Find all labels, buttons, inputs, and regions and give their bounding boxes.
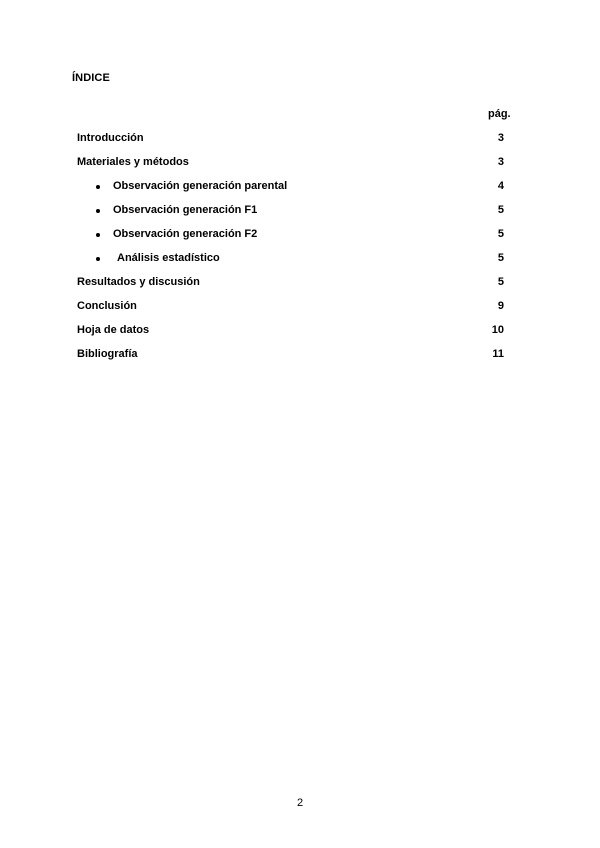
toc-subentry-f2[interactable] [0, 228, 600, 244]
toc-entry-label: Observación generación F2 [113, 228, 258, 240]
toc-entry-materiales[interactable] [0, 156, 600, 172]
bullet-icon [96, 185, 100, 189]
toc-entry-page: 5 [497, 204, 504, 216]
toc-entry-label: Resultados y discusión [77, 276, 200, 288]
toc-entry-bibliografia[interactable] [0, 348, 600, 364]
toc-entry-conclusion[interactable] [0, 300, 600, 316]
toc-entry-label: Hoja de datos [77, 324, 150, 336]
index-title: ÍNDICE [72, 72, 110, 84]
toc-entry-page: 4 [497, 180, 504, 192]
toc-entry-page: 5 [497, 228, 504, 240]
toc-entry-page: 9 [497, 300, 504, 312]
toc-entry-label: Introducción [77, 132, 144, 144]
toc-entry-label: Materiales y métodos [77, 156, 189, 168]
toc-entry-label: Bibliografía [77, 348, 138, 360]
toc-entry-resultados[interactable] [0, 276, 600, 292]
toc-entry-label: Análisis estadístico [117, 252, 220, 264]
toc-entry-page: 5 [497, 252, 504, 264]
toc-entry-label: Observación generación parental [113, 180, 288, 192]
page-column-header: pág. [488, 108, 511, 120]
toc-subentry-parental[interactable] [0, 180, 600, 196]
bullet-icon [96, 233, 100, 237]
toc-entry-page: 5 [497, 276, 504, 288]
toc-entry-page: 11 [492, 348, 504, 360]
footer-page-number: 2 [296, 797, 304, 809]
toc-subentry-f1[interactable] [0, 204, 600, 220]
bullet-icon [96, 257, 100, 261]
toc-entry-page: 10 [491, 324, 504, 336]
toc-entry-label: Conclusión [77, 300, 137, 312]
toc-entry-page: 3 [497, 132, 504, 144]
toc-entry-hoja-de-datos[interactable] [0, 324, 600, 340]
toc-entry-introduccion[interactable] [0, 132, 600, 148]
toc-entry-page: 3 [497, 156, 504, 168]
toc-entry-label: Observación generación F1 [113, 204, 258, 216]
toc-subentry-analisis[interactable] [0, 252, 600, 268]
bullet-icon [96, 209, 100, 213]
